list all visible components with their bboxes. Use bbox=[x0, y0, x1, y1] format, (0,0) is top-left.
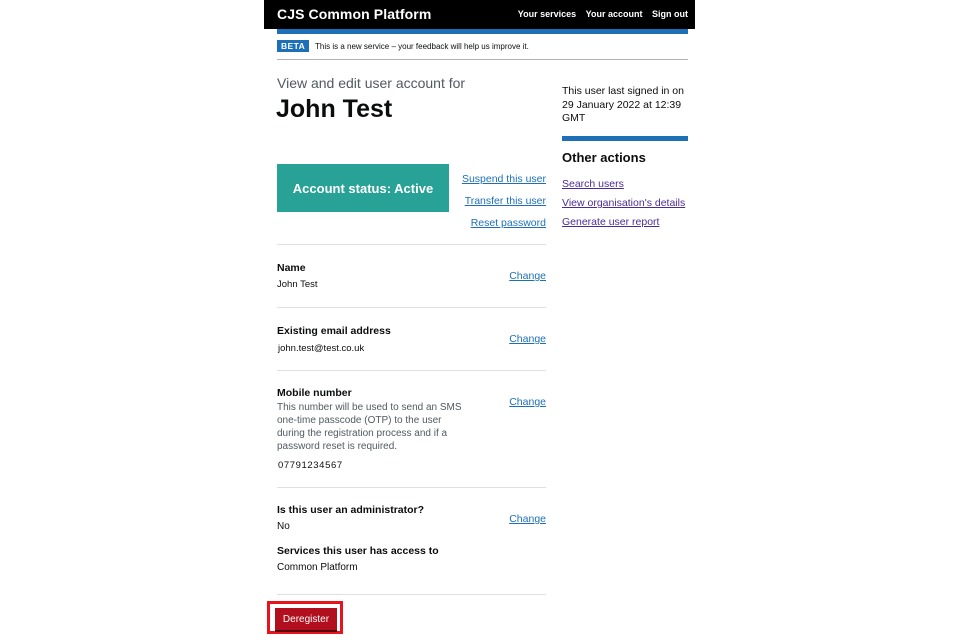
suspend-user-link[interactable]: Suspend this user bbox=[461, 173, 546, 185]
site-header bbox=[264, 0, 695, 29]
other-actions-list bbox=[562, 177, 685, 234]
services-value: Common Platform bbox=[277, 562, 358, 573]
sidebar-accent-bar bbox=[562, 136, 688, 141]
mobile-hint: This number will be used to send an SMS one-time passcode (OTP) to the user during the registration process and if a password reset is required. bbox=[277, 402, 462, 452]
page-caption: View and edit user account for bbox=[277, 75, 466, 91]
transfer-user-link[interactable]: Transfer this user bbox=[464, 195, 546, 207]
page-title: John Test bbox=[276, 95, 393, 123]
name-value: John Test bbox=[277, 279, 318, 290]
change-email-link[interactable]: Change bbox=[509, 333, 546, 345]
nav-your-services[interactable]: Your services bbox=[517, 9, 577, 19]
admin-key: Is this user an administrator? bbox=[277, 504, 425, 516]
admin-value: No bbox=[277, 521, 290, 532]
mobile-key: Mobile number bbox=[277, 387, 352, 399]
email-key: Existing email address bbox=[277, 325, 391, 337]
search-users-link[interactable]: Search users bbox=[562, 178, 624, 190]
header-accent-bar bbox=[277, 29, 688, 34]
phase-banner bbox=[277, 39, 688, 60]
reset-password-link[interactable]: Reset password bbox=[470, 217, 546, 229]
phase-banner-text: This is a new service – your feedback will help us improve it. bbox=[315, 42, 529, 51]
summary-row-name bbox=[277, 244, 546, 307]
deregister-button[interactable]: Deregister bbox=[275, 608, 337, 630]
services-key: Services this user has access to bbox=[277, 545, 439, 557]
beta-tag: BETA bbox=[277, 40, 309, 52]
header-nav bbox=[511, 9, 688, 19]
other-actions-heading: Other actions bbox=[562, 150, 646, 165]
summary-row-admin bbox=[277, 487, 546, 594]
account-status-panel bbox=[277, 164, 449, 212]
summary-divider bbox=[277, 594, 546, 596]
generate-report-link[interactable]: Generate user report bbox=[562, 216, 660, 228]
last-signed-in-text: This user last signed in on 29 January 2022 at 12:39 GMT bbox=[562, 85, 684, 124]
summary-row-mobile bbox=[277, 370, 546, 487]
status-actions bbox=[462, 172, 546, 238]
email-value: john.test@test.co.uk bbox=[278, 343, 365, 354]
account-status-label: Account status: Active bbox=[292, 180, 434, 196]
user-summary-list bbox=[277, 244, 546, 596]
view-organisation-link[interactable]: View organisation's details bbox=[562, 197, 686, 209]
name-key: Name bbox=[277, 262, 306, 274]
summary-row-email bbox=[277, 307, 546, 370]
change-admin-link[interactable]: Change bbox=[509, 513, 546, 525]
change-mobile-link[interactable]: Change bbox=[509, 396, 546, 408]
nav-sign-out[interactable]: Sign out bbox=[652, 9, 688, 19]
service-name[interactable]: CJS Common Platform bbox=[277, 6, 432, 22]
change-name-link[interactable]: Change bbox=[509, 270, 546, 282]
nav-your-account[interactable]: Your account bbox=[585, 9, 643, 19]
mobile-value: 07791234567 bbox=[278, 460, 343, 471]
